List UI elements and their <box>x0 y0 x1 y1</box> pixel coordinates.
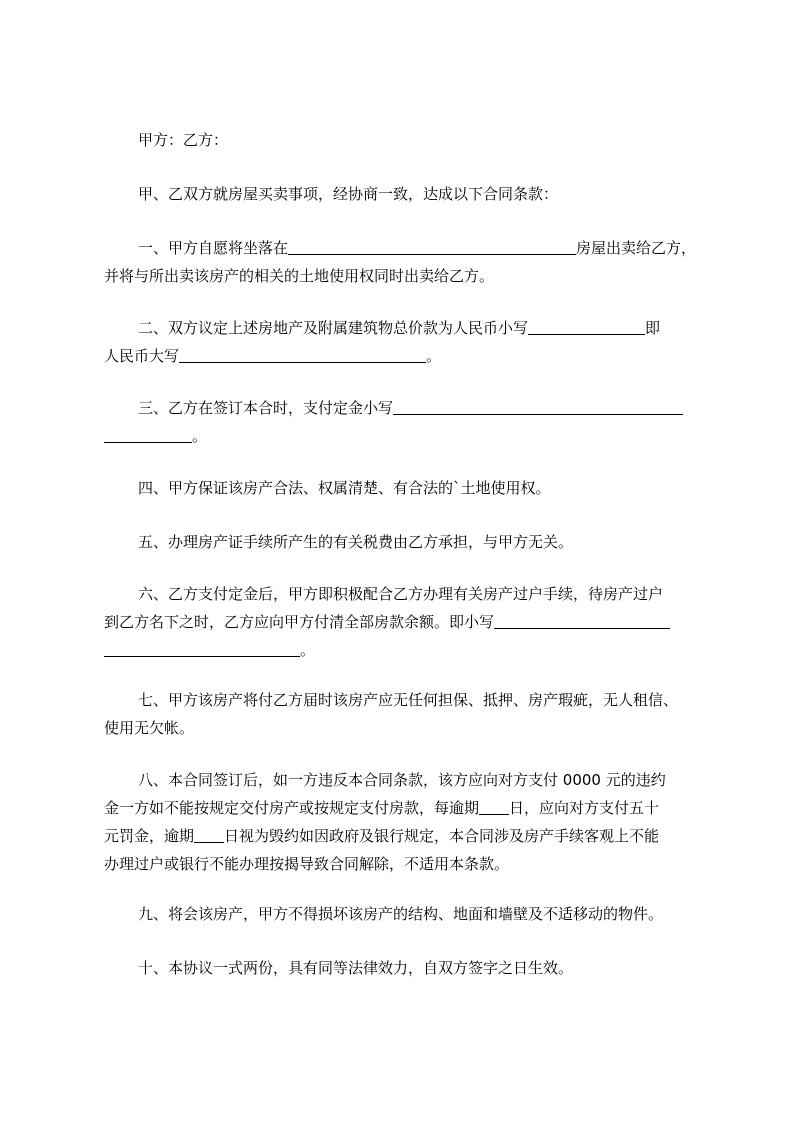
price-uppercase-blank <box>179 346 426 363</box>
clause-2-line-2: 人民币大写 。 <box>104 347 442 365</box>
parties-text: 甲方：乙方： <box>138 131 229 149</box>
clause-7-line-1: 七、甲方该房产将付乙方届时该房产应无任何担保、抵押、房产瑕疵，无人租信、 <box>138 691 679 709</box>
clause-4-text: 四、甲方保证该房产合法、权属清楚、有合法的`土地使用权。 <box>138 479 551 497</box>
clause-3-line-1: 三、乙方在签订本合时，支付定金小写 <box>104 394 704 422</box>
clause-7 <box>104 686 704 742</box>
parties-line <box>104 126 704 154</box>
clause-8-line-2: 金一方如不能按规定交付房产或按规定支付房款，每逾期 日，应向对方支付五十 <box>104 799 660 817</box>
deposit-blank-continued <box>104 426 192 443</box>
clause-6-line-2: 到乙方名下之时，乙方应向甲方付清全部房款余额。即小写 <box>104 608 704 636</box>
clause-1 <box>104 234 704 290</box>
balance-blank-continued <box>104 640 300 657</box>
clause-5-text: 五、办理房产证手续所产生的有关税费由乙方承担，与甲方无关。 <box>138 533 574 551</box>
clause-1-line-1: 一、甲方自愿将坐落在 房屋出卖给乙方， <box>138 239 697 257</box>
clause-8 <box>104 766 704 878</box>
deposit-blank <box>393 398 683 415</box>
clause-7-line-2: 使用无欠帐。 <box>104 719 195 737</box>
clause-4 <box>104 474 704 502</box>
balance-blank <box>494 612 670 629</box>
intro-paragraph <box>104 180 704 208</box>
clause-6-line-1: 六、乙方支付定金后，甲方即积极配合乙方办理有关房产过户手续，待房产过户 <box>138 585 664 603</box>
intro-text: 甲、乙双方就房屋买卖事项，经协商一致，达成以下合同条款： <box>138 185 559 203</box>
clause-8-line-1: 八、本合同签订后，如一方违反本合同条款，该方应向对方支付 0000 元的违约 <box>138 771 666 789</box>
clause-10 <box>104 954 704 982</box>
price-lowercase-blank <box>528 318 645 335</box>
clause-8-line-4: 办理过户或银行不能办理按揭导致合同解除，不适用本条款。 <box>104 855 510 873</box>
clause-5 <box>104 528 704 556</box>
clause-2-line-1: 二、双方议定上述房地产及附属建筑物总价款为人民币小写 即 <box>138 319 661 337</box>
clause-8-line-3: 元罚金，逾期 日视为毁约如因政府及银行规定，本合同涉及房产手续客观上不能 <box>104 827 660 845</box>
clause-9 <box>104 900 704 928</box>
clause-2 <box>104 314 704 370</box>
clause-9-text: 九、将会该房产，甲方不得损坏该房产的结构、地面和墙壁及不适移动的物件。 <box>138 905 664 923</box>
breach-days-blank <box>194 826 224 843</box>
clause-6-line-3: 。 <box>104 636 704 664</box>
location-blank <box>288 238 576 255</box>
clause-10-text: 十、本协议一式两份，具有同等法律效力，自双方签字之日生效。 <box>138 959 574 977</box>
clause-6 <box>104 580 704 664</box>
clause-1-line-2: 并将与所出卖该房产的相关的土地使用权同时出卖给乙方。 <box>104 267 495 285</box>
clause-3-line-2: 。 <box>104 422 704 450</box>
clause-3 <box>104 394 704 450</box>
overdue-days-blank <box>479 798 509 815</box>
